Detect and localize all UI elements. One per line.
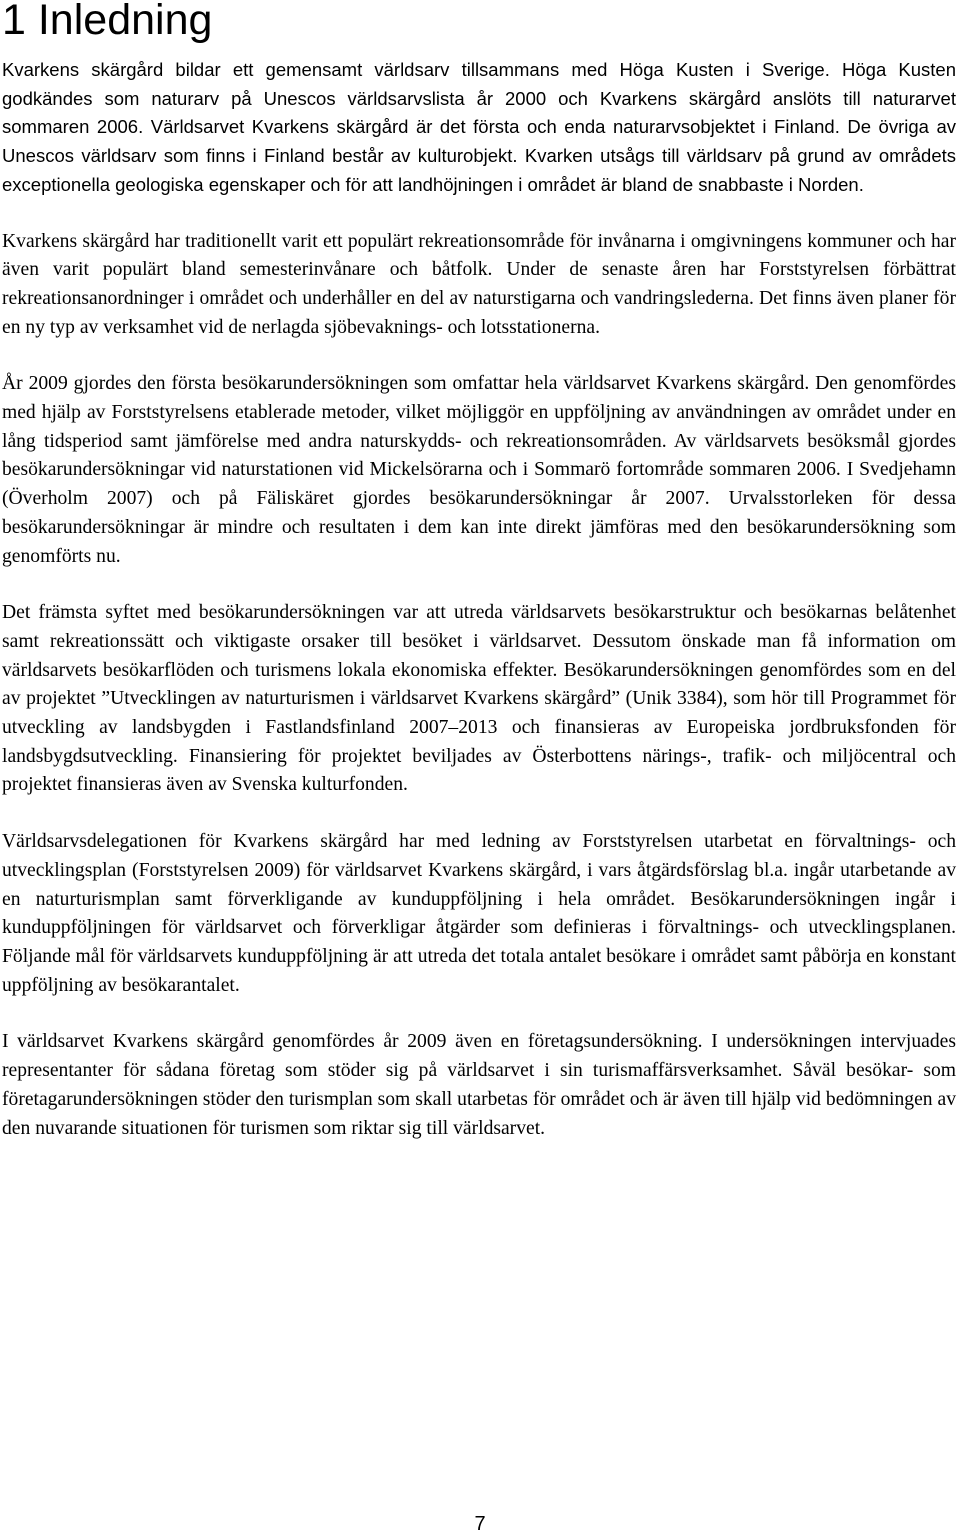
paragraph-world-heritage: Kvarkens skärgård bildar ett gemensamt världsarv tillsammans med Höga Kusten i Sverige. Höga Kusten godkändes som naturarv på Unescos världsarvslista år 2000 och Kvarkens skärgård anslöts till naturarvet sommaren 2006. Världsarvet Kvarkens skärgård är det första och enda naturarvsobjektet i Finland. De övriga av Unescos världsarv som finns i Finland består av kulturobjekt. Kvarken utsågs till världsarv på grund av områdets exceptionella geologiska egenskaper och för att landhöjningen i området är bland de snabbaste i Norden. [2, 59, 956, 195]
paragraph-management-plan: Världsarvsdelegationen för Kvarkens skärgård har med ledning av Forststyrelsen utarbetat en förvaltnings- och utvecklingsplan (Forststyrelsen 2009) för världsarvet Kvarkens skärgård, i vars åtgärdsförslag bl.a. ingår utarbetande av en naturturismplan samt förverkligande av kunduppföljning i hela området. Besökarundersökningen ingår i kunduppföljningen för världsarvet och förverkligar åtgärder som definieras i förvaltnings- och utvecklingsplanen. Följande mål för världsarvets kunduppföljning är att utreda det totala antalet besökare i området samt påbörja en konstant uppföljning av besökarantalet. [2, 831, 956, 996]
chapter-heading: 1 Inledning [2, 0, 213, 44]
paragraph-visitor-survey-2009: År 2009 gjordes den första besökarundersökningen som omfattar hela världsarvet Kvarkens skärgård. Den genomfördes med hjälp av Forststyrelsens etablerade metoder, vilket möjliggör en uppföljning av användningen av området under en lång tidsperiod samt jämförelse med andra naturskydds- och rekreationsområden. Av världsarvets besöksmål gjordes besökarundersökningar vid naturstationen vid Mickelsörarna och i Sommarö fortområde sommaren 2006. I Svedjehamn (Överholm 2007) och på Fäliskäret gjordes besökarundersökningar år 2007. Urvalsstorleken för dessa besökarundersökningar är mindre och resultaten i dem kan inte direkt jämföras med den besökarundersökning som genomförts nu. [2, 373, 956, 567]
paragraph-recreation: Kvarkens skärgård har traditionellt varit ett populärt rekreationsområde för invånarna i omgivningens kommuner och har även varit populärt bland semesterinvånare och båtfolk. Under de senaste åren har Forststyrelsen förbättrat rekreationsanordninger i området och underhåller en del av naturstigarna och vandringslederna. Det finns även planer för en ny typ av verksamhet vid de nerlagda sjöbevaknings- och lotsstationerna. [2, 230, 956, 338]
body-text [2, 56, 956, 1171]
page-number: 7 [474, 1513, 486, 1535]
paragraph-company-survey: I världsarvet Kvarkens skärgård genomfördes år 2009 även en företagsundersökning. I undersökningen intervjuades representanter för sådana företag som stöder sig på världsarvet i sin turismaffärsverksamhet. Såväl besökar- som företagarundersökningen stöder den turismplan som skall utarbetas för området och är även till hjälp vid bedömningen av den nuvarande situationen för turismen som riktar sig till världsarvet. [2, 1031, 956, 1139]
paragraph-survey-purpose: Det främsta syftet med besökarundersökningen var att utreda världsarvets besökarstruktur och besökarnas belåtenhet samt rekreationssätt och viktigaste orsaker till besöket i världsarvet. Dessutom önskade man få information om världsarvets besökarflöden och turismens lokala ekonomiska effekter. Besökarundersökningen genomfördes som en del av projektet ”Utvecklingen av naturturismen i världsarvet Kvarkens skärgård” (Unik 3384), som hör till Programmet för utveckling av landsbygden i Fastlandsfinland 2007–2013 och finansieras av Europeiska jordbruksfonden för landsbygdsutveckling. Finansiering för projektet beviljades av Österbottens närings-, trafik- och miljöcentral och projektet finansieras även av Svenska kulturfonden. [2, 602, 956, 796]
